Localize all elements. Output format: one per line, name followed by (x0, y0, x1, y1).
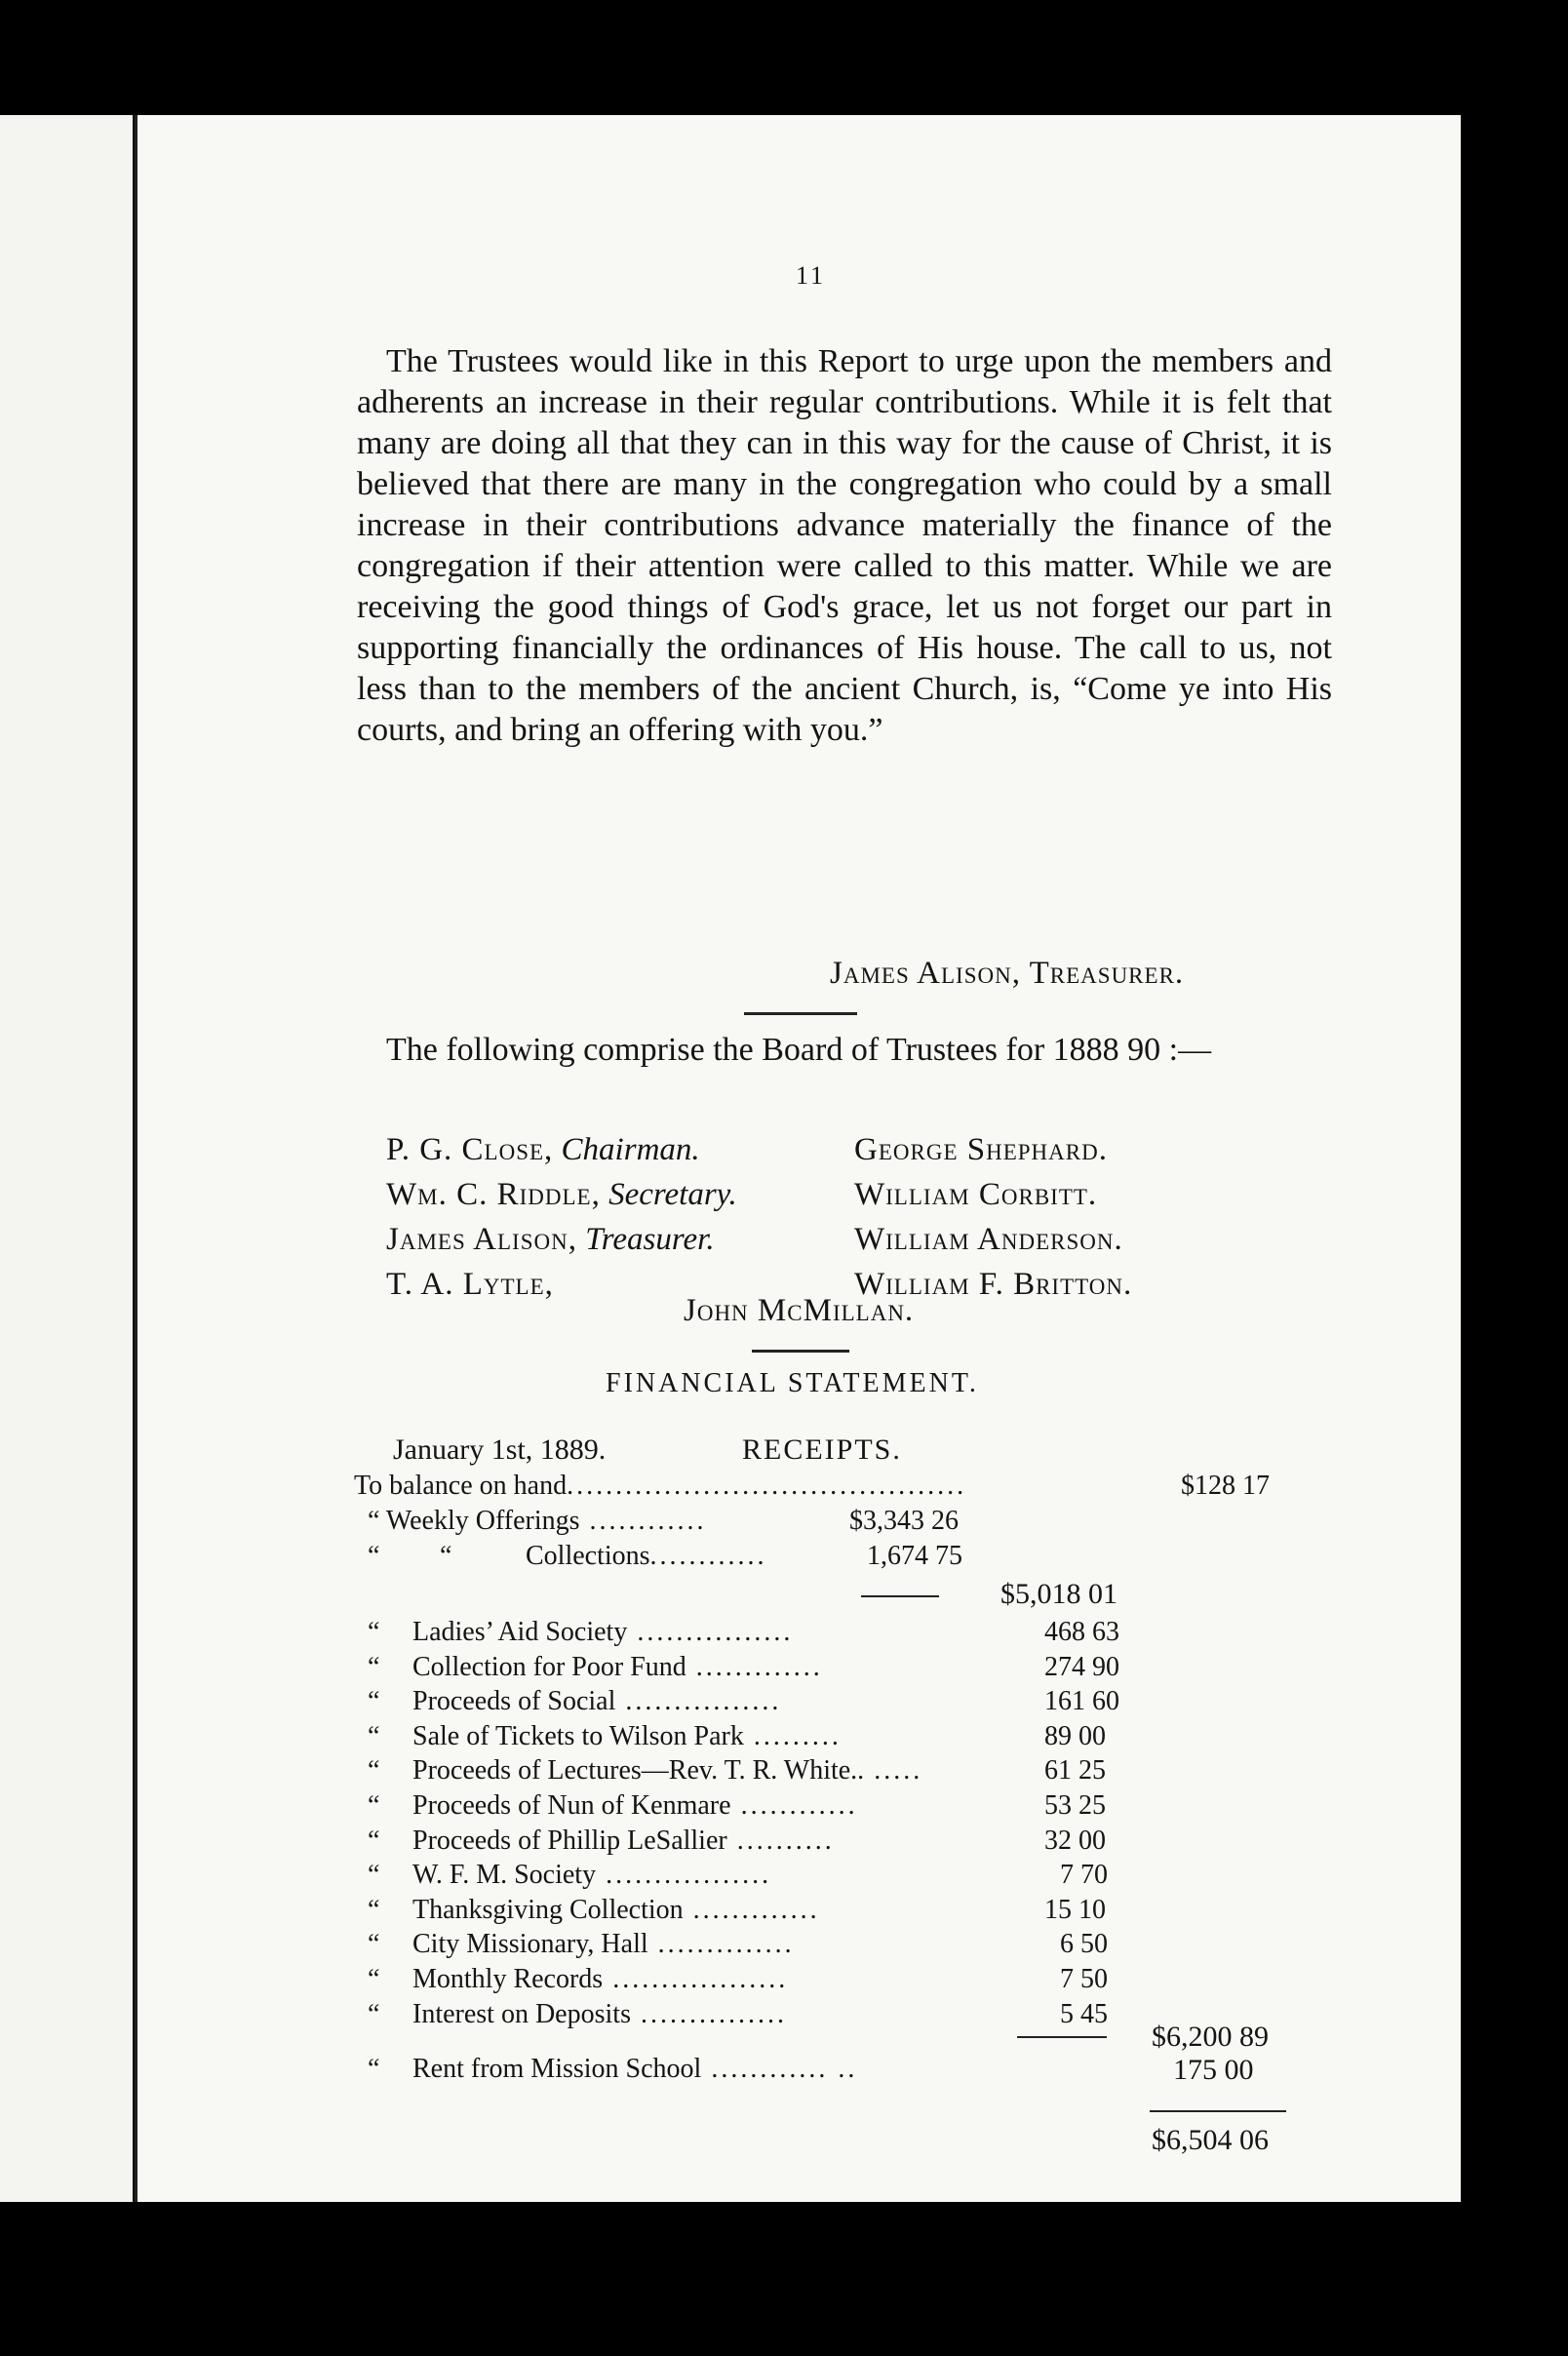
trustee-role: Secretary. (608, 1177, 737, 1212)
subtotal-1: $5,018 01 (1000, 1578, 1117, 1610)
receipt-item-amount: 89 00 (1044, 1721, 1106, 1751)
trustee-center-name: John McMillan. (684, 1293, 915, 1328)
balance-label-text: To balance on hand (354, 1471, 568, 1501)
receipt-item-amount: 6 50 (1060, 1929, 1108, 1959)
ditto-mark: “ (368, 1826, 380, 1856)
subtotal-rule-2 (1017, 2036, 1107, 2038)
total-rule (1150, 2110, 1286, 2112)
trustee-name: Wm. C. Riddle, (386, 1177, 601, 1212)
trustee-name: George Shephard. (854, 1132, 1108, 1167)
ditto-mark: “ (368, 1964, 380, 1994)
receipt-item-amount: 7 50 (1060, 1964, 1108, 1994)
collections-amount: 1,674 75 (867, 1541, 962, 1571)
ditto-mark: “ (368, 1721, 380, 1751)
weekly-label: “ Weekly Offerings ............ (368, 1506, 707, 1536)
trustee-role: Chairman. (561, 1132, 700, 1167)
receipt-item-label: Proceeds of Social ................ (412, 1686, 782, 1716)
receipt-item-amount: 161 60 (1044, 1686, 1119, 1716)
ditto-mark: “ (368, 1790, 380, 1821)
subtotal-rule-1 (861, 1595, 939, 1597)
financial-statement (137, 115, 1464, 2202)
ditto-mark: “ (368, 2054, 380, 2084)
receipt-item-label-text: City Missionary, Hall (412, 1929, 648, 1959)
receipt-item-label-text: Monthly Records (412, 1964, 604, 1994)
collections-label-text: Collections (526, 1541, 650, 1571)
receipt-item-label-text: Proceeds of Nun of Kenmare (412, 1790, 731, 1821)
receipt-item-label-text: Collection for Poor Fund (412, 1652, 686, 1682)
receipt-item-amount: 53 25 (1044, 1790, 1106, 1821)
receipt-item-label-text: Proceeds of Phillip LeSallier (412, 1826, 727, 1856)
weekly-label-text: “ Weekly Offerings (368, 1506, 580, 1536)
receipt-item-label: Thanksgiving Collection ............. (412, 1895, 820, 1925)
receipt-item-label-text: Sale of Tickets to Wilson Park (412, 1721, 744, 1751)
balance-amount: $128 17 (1181, 1471, 1270, 1501)
receipt-item-amount: 15 10 (1044, 1895, 1106, 1925)
ditto-mark: “ (368, 1652, 380, 1682)
ditto-mark: “ (368, 1860, 380, 1890)
treasurer-signature: James Alison, Treasurer. (830, 956, 1185, 991)
receipt-item-label: City Missionary, Hall .............. (412, 1929, 795, 1959)
page-number: 11 (796, 261, 827, 290)
balance-label: To balance on hand......................................... (354, 1471, 967, 1501)
receipt-item-label: Interest on Deposits ............... (412, 1999, 787, 2029)
receipt-item-label-text: Ladies’ Aid Society (412, 1617, 628, 1647)
trustee-name: William F. Britton. (854, 1267, 1133, 1302)
receipt-item-amount: 468 63 (1044, 1617, 1119, 1647)
ditto-mark: “ (440, 1541, 452, 1571)
receipt-item-label: Ladies’ Aid Society ................ (412, 1617, 794, 1647)
receipt-item-amount: 61 25 (1044, 1755, 1106, 1786)
weekly-amount: $3,343 26 (849, 1506, 959, 1536)
statement-date: January 1st, 1889. (393, 1433, 607, 1466)
rent-label-text: Rent from Mission School (412, 2054, 702, 2084)
rent-amount: 175 00 (1173, 2054, 1254, 2086)
trustee-name: William Corbitt. (854, 1177, 1098, 1212)
subtotal-2: $6,200 89 (1152, 2021, 1269, 2053)
trustee-name: T. A. Lytle, (386, 1267, 554, 1302)
receipt-item-amount: 32 00 (1044, 1826, 1106, 1856)
receipt-item-amount: 274 90 (1044, 1652, 1119, 1682)
paragraph-text: The Trustees would like in this Report to urge upon the members and adherents an increase in their regular contributions. While it is felt that many are doing all that they can in this way for the cause of Christ, it is believed that there are many in the congregation who could by a small increase in their contributions advance materially the finance of the congregation if their attention were called to this matter. While we are receiving the good things of God's grace, let us not forget our part in supporting financially the ordinances of His house. The call to us, not less than to the members of the ancient Church, is, “Come ye into His courts, and bring an offering with you.” (357, 343, 1332, 748)
receipt-item-label-text: W. F. M. Society (412, 1860, 597, 1890)
ditto-mark: “ (368, 1686, 380, 1716)
ditto-mark: “ (368, 1617, 380, 1647)
trustee-name: P. G. Close, (386, 1132, 554, 1167)
rent-label: Rent from Mission School ............ .. (412, 2054, 858, 2084)
receipt-item-label: Sale of Tickets to Wilson Park ......... (412, 1721, 842, 1751)
trustee-role: Treasurer. (585, 1222, 715, 1257)
document-page (135, 115, 1461, 2202)
ditto-mark: “ (368, 1895, 380, 1925)
receipt-item-amount: 5 45 (1060, 1999, 1108, 2029)
trustee-name: James Alison, (386, 1222, 577, 1257)
financial-statement-title: FINANCIAL STATEMENT. (606, 1368, 979, 1398)
receipts-heading: RECEIPTS. (742, 1433, 902, 1466)
receipt-item-label: Collection for Poor Fund ............. (412, 1652, 823, 1682)
grand-total: $6,504 06 (1152, 2124, 1269, 2156)
receipt-item-label: Proceeds of Nun of Kenmare ............ (412, 1790, 858, 1821)
ditto-mark: “ (368, 1755, 380, 1786)
receipt-item-label-text: Thanksgiving Collection (412, 1895, 684, 1925)
trustee-name: William Anderson. (854, 1222, 1123, 1257)
collections-label: Collections............ (526, 1541, 767, 1571)
ditto-mark: “ (368, 1541, 380, 1571)
receipt-item-label: Proceeds of Phillip LeSallier .......... (412, 1826, 835, 1856)
receipt-item-label-text: Proceeds of Social (412, 1686, 616, 1716)
left-page-strip (0, 115, 137, 2202)
receipt-item-label-text: Interest on Deposits (412, 1999, 631, 2029)
receipt-item-label: Monthly Records .................. (412, 1964, 789, 1994)
receipt-item-label: W. F. M. Society ................. (412, 1860, 772, 1890)
ditto-mark: “ (368, 1929, 380, 1959)
receipt-item-label-text: Proceeds of Lectures—Rev. T. R. White.. (412, 1755, 865, 1786)
receipt-item-label: Proceeds of Lectures—Rev. T. R. White.. ..... (412, 1755, 923, 1786)
board-intro-text: The following comprise the Board of Trustees for 1888 90 :— (386, 1032, 1212, 1068)
receipt-item-amount: 7 70 (1060, 1860, 1108, 1890)
ditto-mark: “ (368, 1999, 380, 2029)
